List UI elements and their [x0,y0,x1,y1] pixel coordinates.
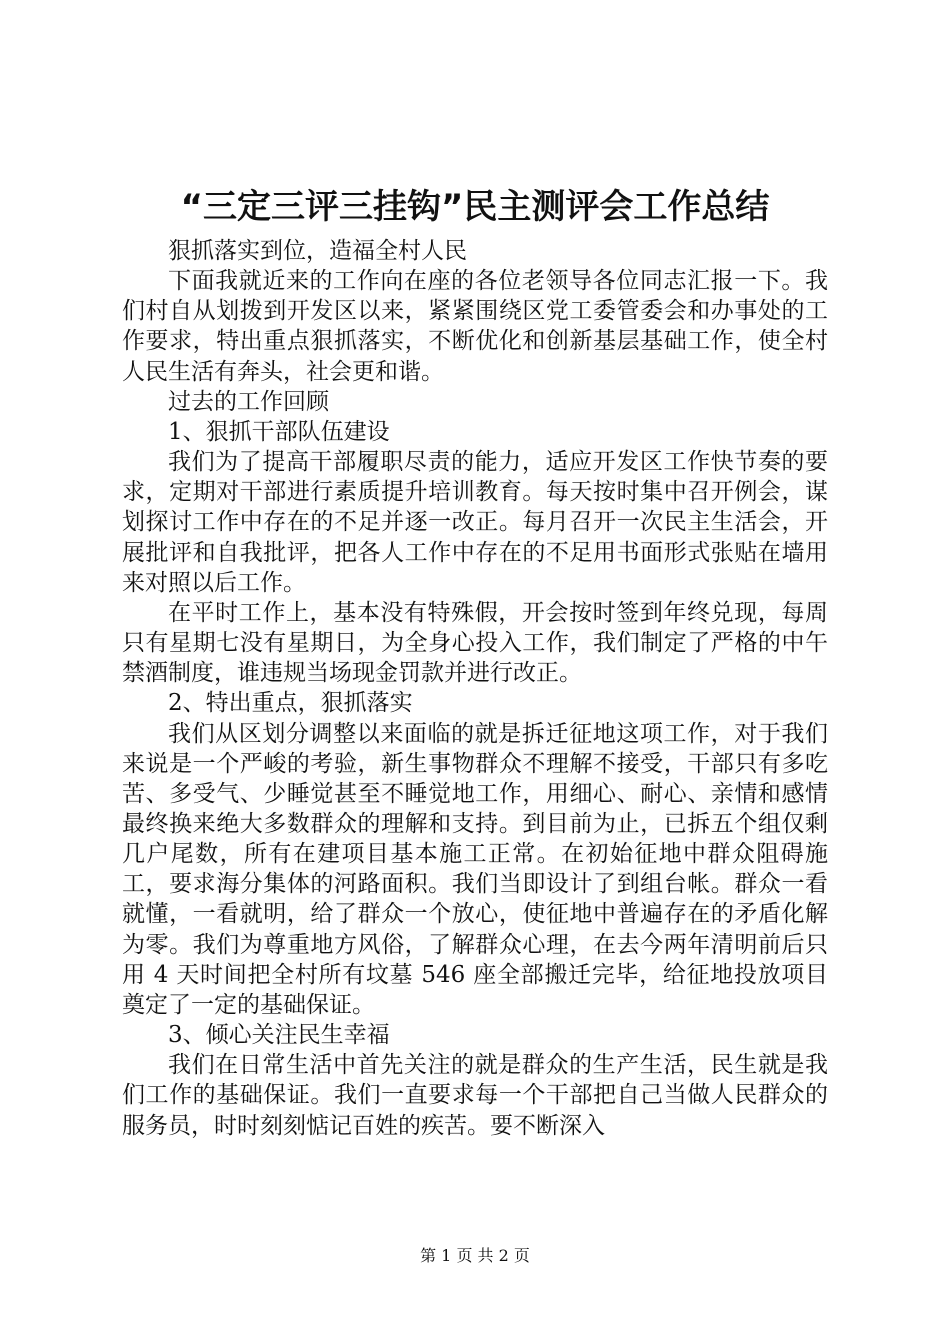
paragraph-section-1b: 在平时工作上，基本没有特殊假，开会按时签到年终兑现，每周只有星期七没有星期日，为全身心投入工作，我们制定了严格的中午禁酒制度，谁违规当场现金罚款并进行改正。 [122,599,828,687]
paragraph-section-2: 我们从区划分调整以来面临的就是拆迁征地这项工作，对于我们来说是一个严峻的考验，新生事物群众不理解不接受，干部只有多吃苦、多受气、少睡觉甚至不睡觉地工作，用细心、耐心、亲情和感情最终换来绝大多数群众的理解和支持。到目前为止，已拆五个组仅剩几户尾数，所有在建项目基本施工正常。在初始征地中群众阻碍施工，要求海分集体的河路面积。我们当即设计了到组台帐。群众一看就懂，一看就明，给了群众一个放心，使征地中普遍存在的矛盾化解为零。我们为尊重地方风俗，了解群众心理，在去今两年清明前后只用 4 天时间把全村所有坟墓 546 座全部搬迁完毕，给征地投放项目奠定了一定的基础保证。 [122,720,828,1018]
section-heading-review: 过去的工作回顾 [168,388,329,415]
section-heading-3: 3、倾心关注民生幸福 [168,1022,390,1049]
document-title: “三定三评三挂钩”民主测评会工作总结 [180,187,770,227]
document-body [122,236,828,1141]
page-footer: 第 1 页 共 2 页 [420,1246,530,1265]
paragraph-intro: 下面我就近来的工作向在座的各位老领导各位同志汇报一下。我们村自从划拨到开发区以来，紧紧围绕区党工委管委会和办事处的工作要求，特出重点狠抓落实，不断优化和创新基层基础工作，使全村人民生活有奔头，社会更和谐。 [122,268,828,385]
section-heading-2: 2、特出重点，狠抓落实 [168,690,413,717]
paragraph-section-3: 我们在日常生活中首先关注的就是群众的生产生活，民生就是我们工作的基础保证。我们一直要求每一个干部把自己当做人民群众的服务员，时时刻刻惦记百姓的疾苦。要不断深入 [122,1052,828,1139]
paragraph-section-1a: 我们为了提高干部履职尽责的能力，适应开发区工作快节奏的要求，定期对干部进行素质提升培训教育。每天按时集中召开例会，谋划探讨工作中存在的不足并逐一改正。每月召开一次民主生活会，开展批评和自我批评，把各人工作中存在的不足用书面形式张贴在墙用来对照以后工作。 [122,449,828,596]
paragraph-subtitle: 狠抓落实到位，造福全村人民 [168,238,467,264]
section-heading-1: 1、狠抓干部队伍建设 [168,418,390,445]
